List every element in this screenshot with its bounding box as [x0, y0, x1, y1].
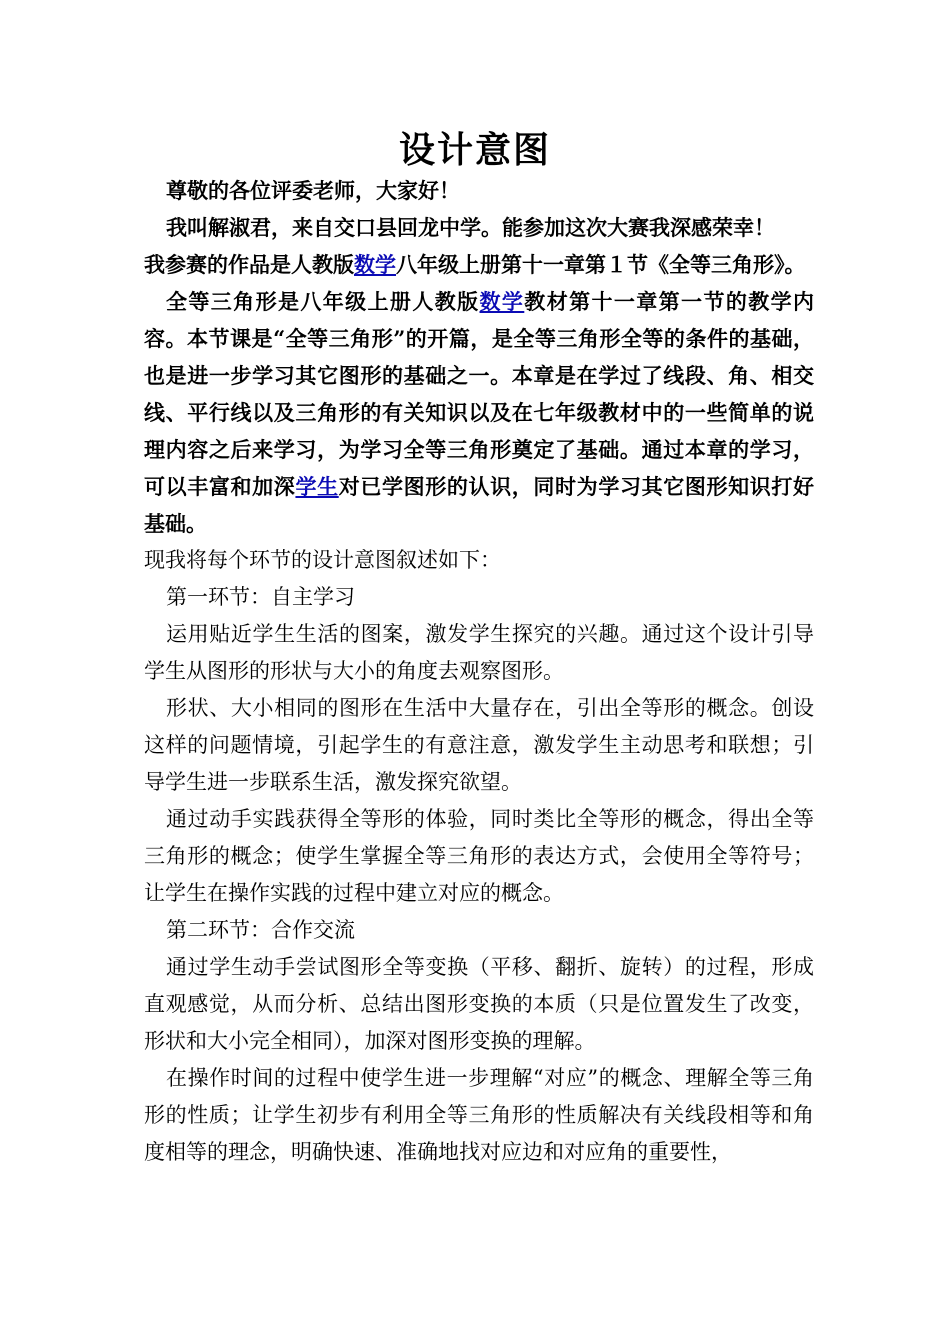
entry-paragraph: [144, 246, 814, 283]
math-link[interactable]: 数学: [479, 289, 525, 314]
content-text-before: 全等三角形是八年级上册人教版: [166, 289, 480, 314]
greeting-paragraph: 尊敬的各位评委老师，大家好！: [166, 178, 460, 203]
section-heading-2: 第二环节：合作交流: [166, 918, 355, 942]
document-body: [144, 172, 814, 1171]
content-text-tail: 对已学图形的认识，同时为学习其它图形知识打好基础。: [144, 474, 815, 536]
intro-paragraph: 我叫解淑君，来自交口县回龙中学。能参加这次大赛我深感荣幸！: [166, 215, 775, 240]
content-text-after: 教材第十一章第一节的教学内容。本节课是“全等三角形”的开篇，是全等三角形全等的条件的基础，也是进一步学习其它图形的基础之一。本章是在学过了线段、角、相交线、平行线以及三角形的有关知识以及在七年级教材中的一些简单的说理内容之后来学习，为学习全等三角形奠定了基础。通过本章的学习，可以丰富和加深: [144, 289, 815, 499]
entry-text-after: 八年级上册第十一章第１节《全等三角形》。: [396, 252, 806, 277]
entry-text-before: 我参赛的作品是人教版: [144, 252, 354, 277]
section2-paragraph-1: 通过学生动手尝试图形全等变换（平移、翻折、旋转）的过程，形成直观感觉，从而分析、总结出图形变换的本质（只是位置发生了改变，形状和大小完全相同），加深对图形变换的理解。: [144, 955, 814, 1053]
content-paragraph: [144, 283, 814, 542]
section1-paragraph-3: 通过动手实践获得全等形的体验，同时类比全等形的概念，得出全等三角形的概念；使学生掌握全等三角形的表达方式，会使用全等符号；让学生在操作实践的过程中建立对应的概念。: [144, 807, 814, 905]
section1-paragraph-1: 运用贴近学生生活的图案，激发学生探究的兴趣。通过这个设计引导学生从图形的形状与大小的角度去观察图形。: [144, 622, 814, 683]
document-title: 设计意图: [398, 129, 551, 171]
math-link[interactable]: 数学: [354, 252, 396, 277]
section2-paragraph-2: 在操作时间的过程中使学生进一步理解“对应”的概念、理解全等三角形的性质；让学生初步有利用全等三角形的性质解决有关线段相等和角度相等的理念，明确快速、准确地找对应边和对应角的重要性，: [144, 1066, 814, 1164]
student-link[interactable]: 学生: [295, 474, 339, 499]
overview-paragraph: 现我将每个环节的设计意图叙述如下：: [144, 548, 501, 572]
section1-paragraph-2: 形状、大小相同的图形在生活中大量存在，引出全等形的概念。创设这样的问题情境，引起学生的有意注意，激发学生主动思考和联想；引导学生进一步联系生活，激发探究欲望。: [144, 696, 814, 794]
section-heading-1: 第一环节：自主学习: [166, 585, 355, 609]
